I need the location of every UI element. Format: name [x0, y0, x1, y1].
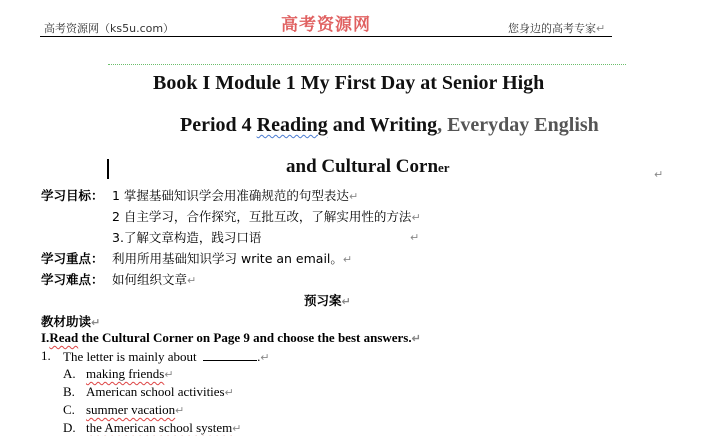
option-text: the American school system↵	[86, 420, 242, 435]
option-letter: A.	[63, 366, 76, 381]
objective-item: 3.了解文章构造，践习口语	[112, 230, 262, 245]
difficulty-text: 如何组织文章↵	[112, 272, 197, 287]
answer-blank[interactable]	[203, 348, 257, 361]
option-text: summer vacation↵	[86, 402, 185, 417]
header-site-name: 高考资源网（ks5u.com）	[44, 22, 175, 35]
option-text: American school activities↵	[86, 384, 234, 399]
objective-item: 1 掌握基础知识学会用准确规范的句型表达↵	[112, 188, 359, 203]
option-letter: B.	[63, 384, 75, 399]
title-line-3: and Cultural Corner	[286, 156, 450, 177]
section-title: 预习案↵	[304, 293, 351, 308]
title-line-2: Period 4 Reading and Writing, Everyday English	[180, 114, 599, 136]
title-line-1: Book I Module 1 My First Day at Senior High	[153, 72, 545, 94]
subsection-title: 教材助读↵	[41, 314, 101, 329]
objective-item: 2 自主学习，合作探究，互批互改，了解实用性的方法↵	[112, 209, 421, 224]
paragraph-mark: ↵	[410, 231, 420, 244]
header-slogan: 您身边的高考专家↵	[508, 22, 606, 35]
focus-label: 学习重点：	[41, 251, 104, 266]
section-break-rule	[108, 64, 626, 65]
site-logo: 高考资源网	[281, 15, 371, 35]
header-divider	[40, 36, 612, 37]
option-letter: D.	[63, 420, 76, 435]
difficulty-label: 学习难点：	[41, 272, 104, 287]
paragraph-mark: ↵	[654, 168, 664, 181]
question-number: 1.	[41, 348, 51, 363]
text-cursor	[107, 159, 109, 179]
task-instruction: I.Read the Cultural Corner on Page 9 and choose the best answers.↵	[41, 330, 421, 345]
option-letter: C.	[63, 402, 75, 417]
reading-word: Reading	[256, 114, 328, 136]
question-stem: The letter is mainly about .↵	[63, 349, 270, 364]
focus-text: 利用所用基础知识学习 write an email。↵	[112, 251, 353, 266]
objectives-label: 学习目标：	[41, 188, 104, 203]
paragraph-mark: ↵	[596, 22, 606, 35]
option-text: making friends↵	[86, 366, 174, 381]
